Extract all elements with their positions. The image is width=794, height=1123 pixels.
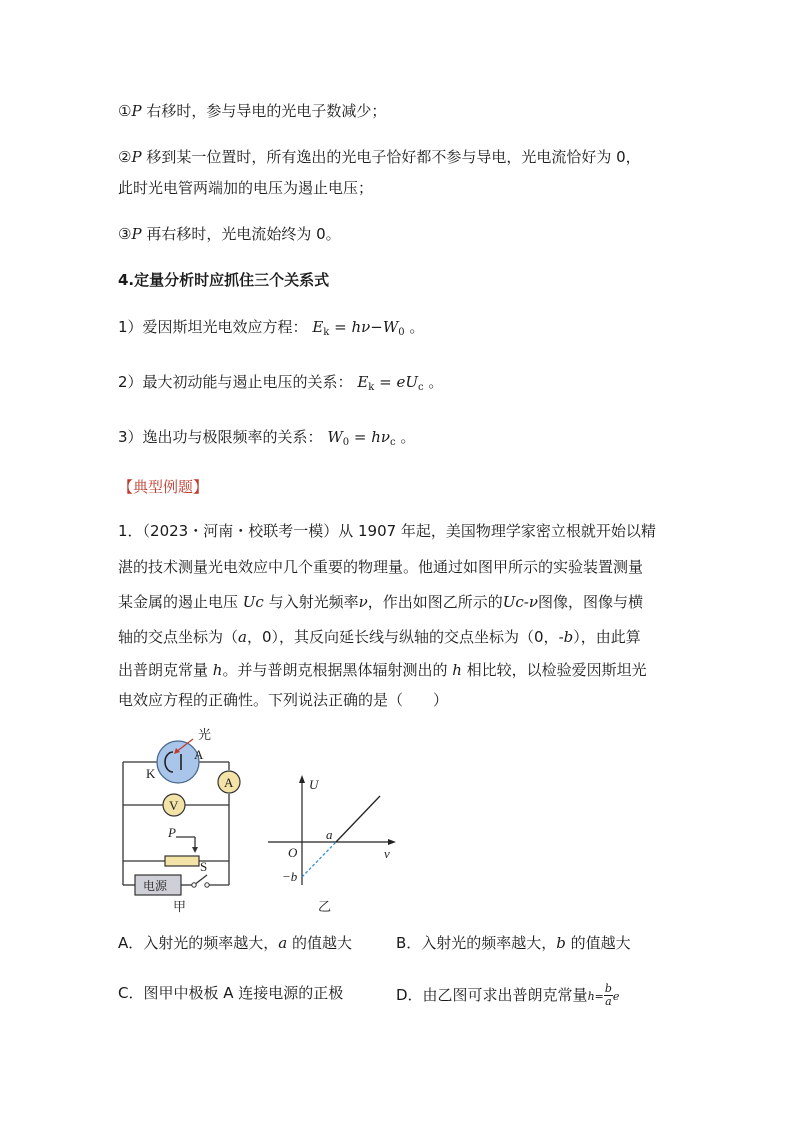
section-4-heading: 4.定量分析时应抓住三个关系式 — [118, 271, 330, 289]
uv-graph — [262, 765, 402, 915]
figure-yi-caption: 乙 — [318, 899, 332, 914]
option-b[interactable]: B．入射光的频率越大，b 的值越大 — [396, 934, 631, 952]
relation-1-formula: $E_k = h\nu-W_0$ — [312, 318, 405, 338]
option-a[interactable]: A．入射光的频率越大，a 的值越大 — [118, 934, 352, 952]
item-2-cont: 此时光电管两端加的电压为遏止电压； — [118, 179, 374, 197]
intercept-b-label: −b — [282, 869, 298, 884]
light-label: 光 — [198, 727, 212, 742]
power-label: 电源 — [143, 879, 168, 893]
question-line-1: 1．（2023・河南・校联考一模）从 1907 年起，美国物理学家密立根就开始以精 — [118, 522, 656, 540]
question-line-6: 电效应方程的正确性。下列说法正确的是（ ） — [118, 691, 449, 709]
rheostat — [165, 825, 199, 866]
question-line-3: 某金属的遏止电压 Uc 与入射光频率ν，作出如图乙所示的Uc-ν图像，图像与横 — [118, 593, 643, 611]
relation-3: 3）逸出功与极限频率的关系： $W_0 = h\nu_c$ 。 — [118, 428, 416, 448]
switch-label: S — [200, 859, 208, 874]
ammeter-label: A — [224, 775, 234, 790]
relation-3-formula: $W_0 = h\nu_c$ — [327, 428, 396, 448]
power-source — [135, 875, 181, 895]
v-axis-label: ν — [384, 846, 390, 861]
relation-1: 1）爱因斯坦光电效应方程： $E_k = h\nu-W_0$ 。 — [118, 318, 425, 338]
slider-label: P — [168, 825, 176, 840]
extension-dashed-line — [302, 842, 336, 877]
phototube — [157, 741, 199, 783]
intercept-a-label: a — [326, 827, 333, 842]
relation-2: 2）最大初动能与遏止电压的关系： $E_k = eU_c$ 。 — [118, 373, 444, 393]
voltmeter-label: V — [169, 798, 179, 813]
relation-2-formula: $E_k = eU_c$ — [357, 373, 424, 393]
item-1: ①P 右移时，参与导电的光电子数减少； — [118, 102, 387, 120]
item-3: ③P 再右移时，光电流始终为 0。 — [118, 225, 341, 243]
question-line-2: 湛的技术测量光电效应中几个重要的物理量。他通过如图甲所示的实验装置测量 — [118, 558, 644, 576]
anode-label: A — [194, 747, 204, 762]
circuit-diagram — [110, 725, 260, 915]
figure-jia-caption: 甲 — [173, 899, 187, 914]
item-2: ②P 移到某一位置时，所有逸出的光电子恰好都不参与导电，光电流恰好为 0， — [118, 148, 641, 166]
ammeter — [218, 771, 240, 793]
fraction-b-over-a: $\frac{b}{a}$ — [604, 982, 612, 1008]
origin-label: O — [288, 845, 298, 860]
option-d[interactable]: D．由乙图可求出普朗克常量h= $\frac{b}{a}$ e — [396, 982, 620, 1008]
u-axis-label: U — [309, 777, 319, 792]
voltmeter — [163, 794, 185, 816]
graph-line — [336, 796, 380, 842]
cathode-label: K — [146, 766, 156, 781]
v-axis-arrow — [388, 839, 396, 845]
option-c[interactable]: C．图甲中极板 A 连接电源的正极 — [118, 984, 344, 1002]
question-line-4: 轴的交点坐标为（a，0），其反向延长线与纵轴的交点坐标为（0，-b），由此算 — [118, 628, 641, 646]
u-axis-arrow — [299, 775, 305, 783]
example-header: 【典型例题】 — [118, 478, 209, 496]
question-line-5: 出普朗克常量 h。并与普朗克根据黑体辐射测出的 h 相比较，以检验爱因斯坦光 — [118, 661, 647, 679]
